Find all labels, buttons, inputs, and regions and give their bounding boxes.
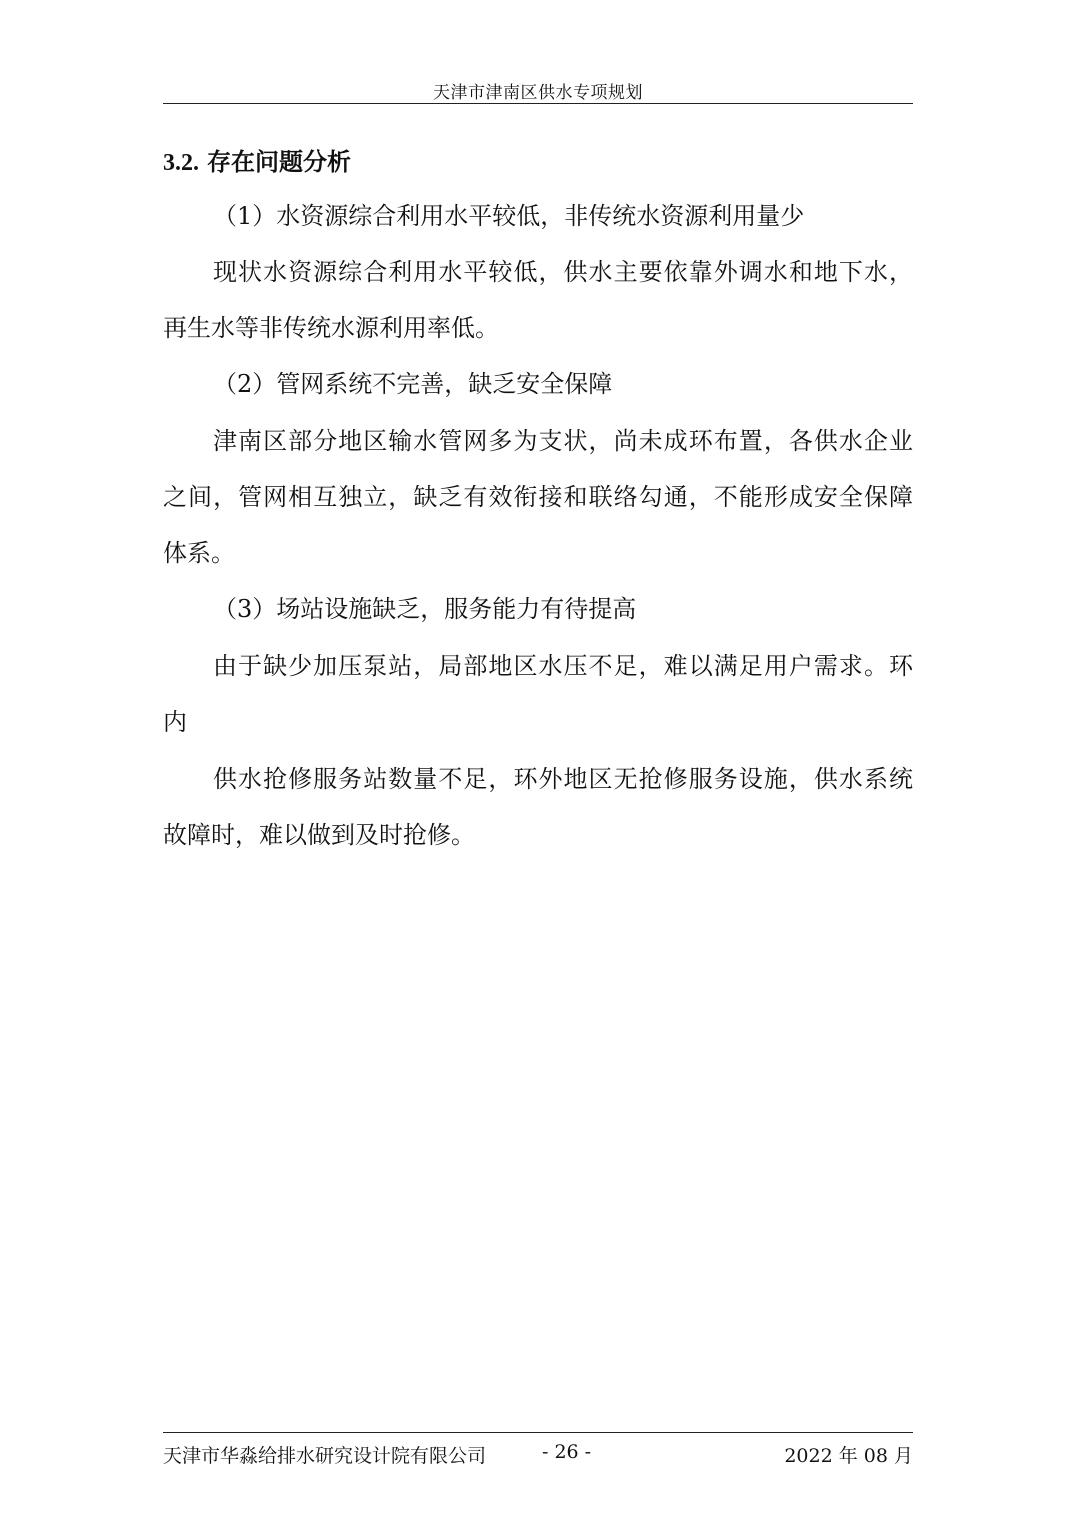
paragraph-line: 故障时，难以做到及时抢修。	[163, 821, 475, 849]
item-heading: （2）管网系统不完善，缺乏安全保障	[213, 370, 613, 398]
paragraph-line: 津南区部分地区输水管网多为支状，尚未成环布置，各供水企业	[213, 427, 913, 455]
footer-date: 2022 年 08 月	[784, 1445, 913, 1467]
header-title: 天津市津南区供水专项规划	[433, 83, 643, 103]
paragraph-line: 现状水资源综合利用水平较低，供水主要依靠外调水和地下水，	[213, 258, 913, 286]
section-title: 存在问题分析	[207, 148, 351, 176]
footer-divider	[163, 1432, 913, 1433]
header-divider	[163, 103, 913, 104]
paragraph-line: 由于缺少加压泵站，局部地区水压不足，难以满足用户需求。环	[213, 652, 913, 680]
item-heading: （1）水资源综合利用水平较低，非传统水资源利用量少	[213, 202, 805, 230]
paragraph-line: 再生水等非传统水源利用率低。	[163, 314, 499, 342]
item-heading: （3）场站设施缺乏，服务能力有待提高	[213, 595, 637, 623]
paragraph-line: 供水抢修服务站数量不足，环外地区无抢修服务设施，供水系统	[213, 765, 913, 793]
page-number: - 26 -	[542, 1441, 592, 1463]
footer-company: 天津市华淼给排水研究设计院有限公司	[163, 1445, 487, 1467]
paragraph-line: 之间，管网相互独立，缺乏有效衔接和联络勾通，不能形成安全保障	[163, 483, 913, 511]
paragraph-line: 体系。	[163, 539, 235, 567]
paragraph-line: 内	[163, 708, 187, 736]
section-heading	[163, 142, 351, 177]
section-number: 3.2.	[163, 150, 199, 176]
